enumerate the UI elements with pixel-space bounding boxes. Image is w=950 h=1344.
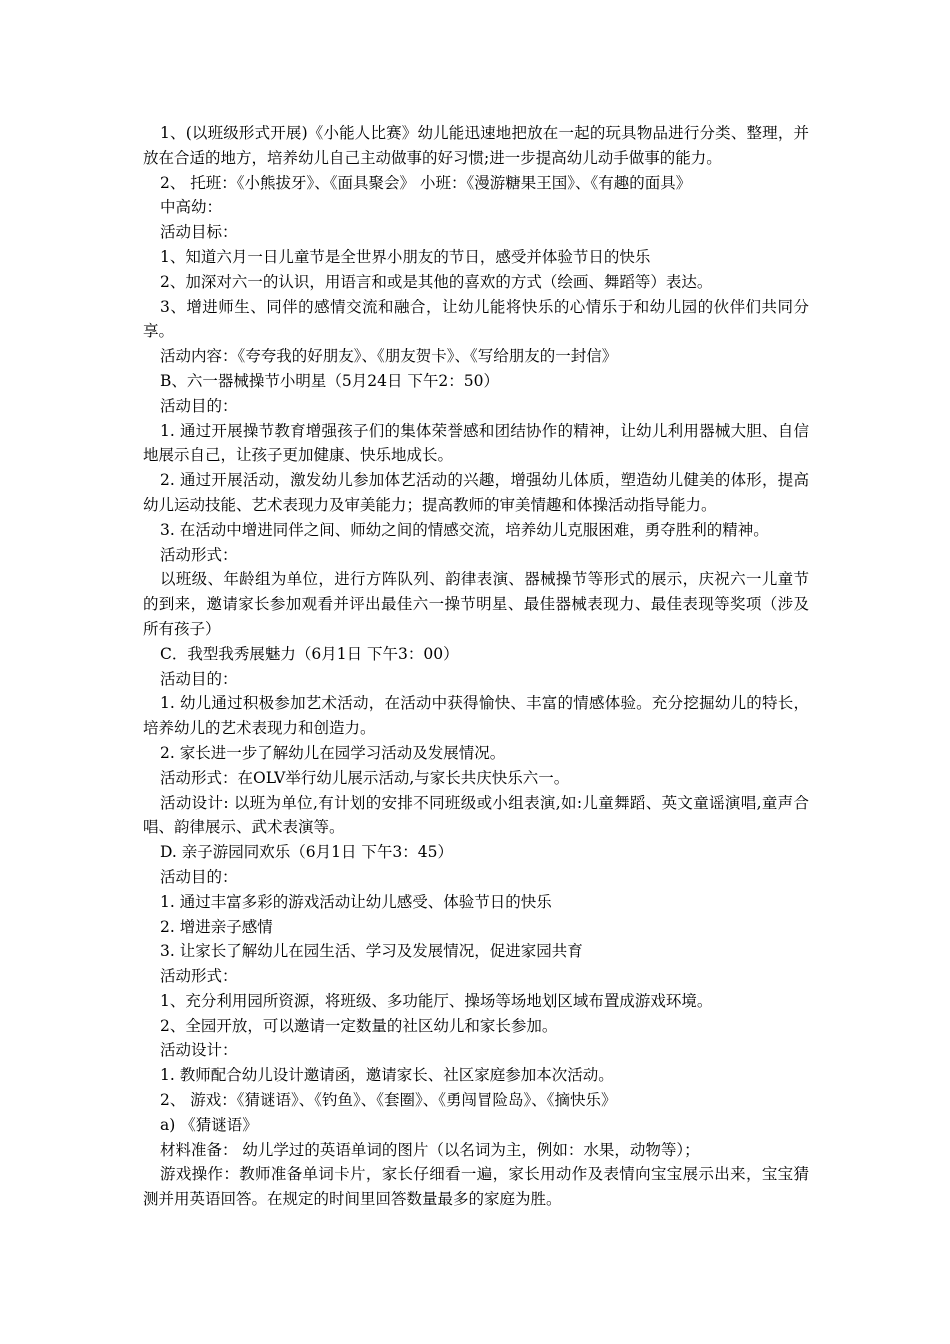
- paragraph-small-skills-contest: 1、(以班级形式开展)《小能人比赛》幼儿能迅速地把放在一起的玩具物品进行分类、整理，并放在合适的地方，培养幼儿自己主动做事的好习惯;进一步提高幼儿动手做事的能力。: [143, 124, 809, 167]
- form-d-item-2: 2、全园开放，可以邀请一定数量的社区幼儿和家长参加。: [160, 1016, 558, 1035]
- section-c-title: C．我型我秀展魅力（6月1日 下午3：00）: [160, 644, 459, 663]
- purpose-b-item-1: 1. 通过开展操节教育增强孩子们的集体荣誉感和团结协作的精神，让幼儿利用器械大胆、自信地展示自己，让孩子更加健康、快乐地成长。: [143, 421, 809, 465]
- heading-activity-purpose-b: 活动目的：: [160, 396, 238, 415]
- section-d-title: D. 亲子游园同欢乐（6月1日 下午3：45）: [160, 843, 453, 862]
- paragraph-toddler-class-activities: 2、 托班：《小熊拔牙》、《面具聚会》 小班：《漫游糖果王国》、《有趣的面具》: [160, 173, 692, 192]
- purpose-c-item-1: 1. 幼儿通过积极参加艺术活动，在活动中获得愉快、丰富的情感体验。充分挖掘幼儿的特长，培养幼儿的艺术表现力和创造力。: [143, 694, 809, 738]
- purpose-d-item-1: 1. 通过丰富多彩的游戏活动让幼儿感受、体验节日的快乐: [160, 892, 552, 911]
- document-body: [143, 121, 809, 1212]
- heading-activity-form-d: 活动形式：: [160, 967, 238, 986]
- game-a-materials: 材料准备： 幼儿学过的英语单词的图片（以名词为主，例如：水果，动物等）；: [160, 1140, 700, 1159]
- purpose-d-item-3: 3. 让家长了解幼儿在园生活、学习及发展情况，促进家园共育: [160, 942, 583, 961]
- goal-item-3: 3、增进师生、同伴的感情交流和融合，让幼儿能将快乐的心情乐于和幼儿园的伙伴们共同分享。: [143, 297, 809, 341]
- heading-activity-purpose-c: 活动目的：: [160, 669, 238, 688]
- purpose-b-item-2: 2. 通过开展活动，激发幼儿参加体艺活动的兴趣，增强幼儿体质，塑造幼儿健美的体形，提高幼儿运动技能、艺术表现力及审美能力；提高教师的审美情趣和体操活动指导能力。: [143, 471, 809, 514]
- design-d-item-2-games: 2、 游戏：《猜谜语》、《钓鱼》、《套圈》、《勇闯冒险岛》、《摘快乐》: [160, 1091, 617, 1110]
- heading-activity-form-b: 活动形式：: [160, 545, 238, 564]
- design-d-item-1: 1. 教师配合幼儿设计邀请函，邀请家长、社区家庭参加本次活动。: [160, 1066, 614, 1085]
- heading-activity-purpose-d: 活动目的：: [160, 867, 238, 886]
- heading-activity-design-d: 活动设计：: [160, 1041, 238, 1060]
- form-d-item-1: 1、充分利用园所资源，将班级、多功能厅、操场等场地划区域布置成游戏环境。: [160, 991, 713, 1010]
- heading-middle-senior: 中高幼：: [160, 198, 223, 217]
- paragraph-activity-form-b: 以班级、年龄组为单位，进行方阵队列、韵律表演、器械操节等形式的展示，庆祝六一儿童节的到来，邀请家长参加观看并评出最佳六一操节明星、最佳器械表现力、最佳表现等奖项（涉及所有孩子）: [143, 570, 809, 638]
- purpose-d-item-2: 2. 增进亲子感情: [160, 917, 273, 936]
- heading-activity-goals: 活动目标：: [160, 223, 238, 242]
- paragraph-activity-form-c: 活动形式：在OLV举行幼儿展示活动,与家长共庆快乐六一。: [160, 768, 570, 787]
- game-a-title: a) 《猜谜语》: [160, 1115, 258, 1134]
- game-a-operation: 游戏操作：教师准备单词卡片，家长仔细看一遍，家长用动作及表情向宝宝展示出来，宝宝猜测并用英语回答。在规定的时间里回答数量最多的家庭为胜。: [143, 1165, 809, 1209]
- goal-item-1: 1、知道六月一日儿童节是全世界小朋友的节日，感受并体验节日的快乐: [160, 247, 651, 266]
- paragraph-activity-content: 活动内容：《夸夸我的好朋友》、《朋友贺卡》、《写给朋友的一封信》: [160, 347, 618, 366]
- section-b-title: B、六一器械操节小明星（5月24日 下午2：50）: [160, 371, 499, 390]
- goal-item-2: 2、加深对六一的认识，用语言和或是其他的喜欢的方式（绘画、舞蹈等）表达。: [160, 272, 713, 291]
- paragraph-activity-design-c: 活动设计: 以班为单位,有计划的安排不同班级或小组表演,如:儿童舞蹈、英文童谣演唱,童声合唱、韵律展示、武术表演等。: [143, 793, 809, 837]
- purpose-b-item-3: 3. 在活动中增进同伴之间、师幼之间的情感交流，培养幼儿克服困难，勇夺胜利的精神。: [160, 520, 769, 539]
- purpose-c-item-2: 2. 家长进一步了解幼儿在园学习活动及发展情况。: [160, 743, 506, 762]
